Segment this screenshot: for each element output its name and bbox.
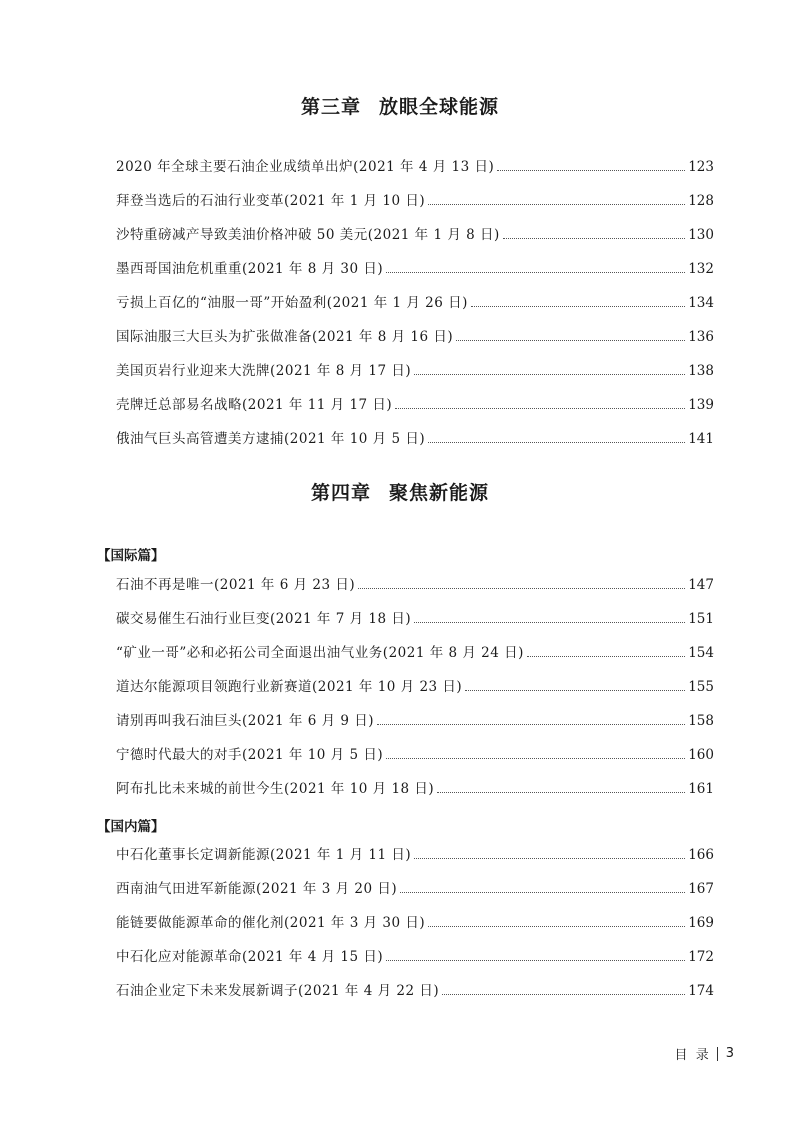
toc-entry-page: 128	[688, 193, 714, 209]
toc-entry-title: 中石化董事长定调新能源(2021 年 1 月 11 日)	[116, 847, 412, 863]
dot-leader	[386, 272, 685, 273]
section-label-domestic: 【国内篇】	[97, 819, 165, 835]
dot-leader	[437, 792, 685, 793]
toc-entry-page: 158	[688, 713, 714, 729]
page-number: 3	[725, 1046, 734, 1061]
toc-entry[interactable]	[116, 393, 714, 427]
dot-leader	[465, 690, 685, 691]
toc-entry-title: 请别再叫我石油巨头(2021 年 6 月 9 日)	[116, 713, 375, 729]
toc-entry[interactable]	[116, 777, 714, 811]
toc-entry[interactable]	[116, 709, 714, 743]
toc-entry-page: 166	[688, 847, 714, 863]
toc-entry[interactable]	[116, 291, 714, 325]
toc-entry[interactable]	[116, 607, 714, 641]
toc-entry-page: 136	[688, 329, 714, 345]
toc-entry[interactable]	[116, 325, 714, 359]
toc-entry-title: 2020 年全球主要石油企业成绩单出炉(2021 年 4 月 13 日)	[116, 159, 495, 175]
dot-leader	[503, 238, 685, 239]
toc-entry[interactable]	[116, 641, 714, 675]
toc-entry-title: 墨西哥国油危机重重(2021 年 8 月 30 日)	[116, 261, 384, 277]
chapter-4-label: 第四章	[310, 482, 371, 504]
toc-entry-title: 俄油气巨头高管遭美方逮捕(2021 年 10 月 5 日)	[116, 431, 426, 447]
toc-entry-title: 中石化应对能源革命(2021 年 4 月 15 日)	[116, 949, 384, 965]
dot-leader	[428, 204, 685, 205]
dot-leader	[377, 724, 685, 725]
toc-entry[interactable]	[116, 979, 714, 1013]
toc-entry-page: 132	[688, 261, 714, 277]
toc-entry-title: 拜登当选后的石油行业变革(2021 年 1 月 10 日)	[116, 193, 426, 209]
toc-entry-page: 161	[688, 781, 714, 797]
toc-entry-page: 169	[688, 915, 714, 931]
toc-entry[interactable]	[116, 427, 714, 461]
toc-entry[interactable]	[116, 155, 714, 189]
toc-entry[interactable]	[116, 189, 714, 223]
dot-leader	[414, 374, 685, 375]
toc-entry-title: 石油企业定下未来发展新调子(2021 年 4 月 22 日)	[116, 983, 440, 999]
toc-entry-title: 西南油气田进军新能源(2021 年 3 月 20 日)	[116, 881, 398, 897]
footer-label: 目 录	[674, 1048, 709, 1063]
toc-entry[interactable]	[116, 675, 714, 709]
toc-entry-title: 亏损上百亿的“油服一哥”开始盈利(2021 年 1 月 26 日)	[116, 295, 468, 311]
dot-leader	[428, 442, 685, 443]
chapter-3-toc	[116, 155, 714, 461]
dot-leader	[442, 994, 685, 995]
chapter-3-title	[0, 92, 800, 119]
toc-entry-title: “矿业一哥”必和必拓公司全面退出油气业务(2021 年 8 月 24 日)	[116, 645, 524, 661]
toc-entry-title: 壳牌迁总部易名战略(2021 年 11 月 17 日)	[116, 397, 393, 413]
toc-entry-title: 阿布扎比未来城的前世今生(2021 年 10 月 18 日)	[116, 781, 435, 797]
toc-entry-page: 130	[688, 227, 714, 243]
dot-leader	[395, 408, 685, 409]
toc-entry-page: 172	[688, 949, 714, 965]
dot-leader	[400, 892, 685, 893]
toc-entry-title: 石油不再是唯一(2021 年 6 月 23 日)	[116, 577, 356, 593]
chapter-4-title	[0, 478, 800, 505]
footer-divider	[717, 1047, 718, 1061]
dot-leader	[471, 306, 685, 307]
dot-leader	[527, 656, 685, 657]
toc-entry-title: 碳交易催生石油行业巨变(2021 年 7 月 18 日)	[116, 611, 412, 627]
dot-leader	[386, 758, 685, 759]
toc-entry[interactable]	[116, 911, 714, 945]
toc-entry-page: 139	[688, 397, 714, 413]
toc-entry[interactable]	[116, 223, 714, 257]
toc-entry-title: 国际油服三大巨头为扩张做准备(2021 年 8 月 16 日)	[116, 329, 454, 345]
toc-entry-title: 宁德时代最大的对手(2021 年 10 月 5 日)	[116, 747, 384, 763]
toc-entry-title: 能链要做能源革命的催化剂(2021 年 3 月 30 日)	[116, 915, 426, 931]
toc-entry[interactable]	[116, 573, 714, 607]
toc-entry[interactable]	[116, 359, 714, 393]
toc-entry-page: 160	[688, 747, 714, 763]
domestic-toc	[116, 843, 714, 1013]
toc-entry-page: 141	[688, 431, 714, 447]
toc-entry-page: 155	[688, 679, 714, 695]
dot-leader	[497, 170, 685, 171]
toc-entry[interactable]	[116, 743, 714, 777]
chapter-4-name: 聚焦新能源	[389, 482, 490, 504]
toc-entry-page: 134	[688, 295, 714, 311]
dot-leader	[358, 588, 685, 589]
toc-entry-title: 美国页岩行业迎来大洗牌(2021 年 8 月 17 日)	[116, 363, 412, 379]
toc-entry-page: 167	[688, 881, 714, 897]
toc-entry[interactable]	[116, 877, 714, 911]
dot-leader	[414, 622, 685, 623]
toc-entry[interactable]	[116, 843, 714, 877]
toc-entry-page: 154	[688, 645, 714, 661]
toc-entry-title: 沙特重磅减产导致美油价格冲破 50 美元(2021 年 1 月 8 日)	[116, 227, 500, 243]
international-toc	[116, 573, 714, 811]
toc-entry-page: 174	[688, 983, 714, 999]
page-footer	[674, 1044, 734, 1063]
section-label-international: 【国际篇】	[97, 548, 165, 564]
chapter-3-label: 第三章	[300, 96, 361, 118]
dot-leader	[414, 858, 685, 859]
chapter-3-name: 放眼全球能源	[379, 96, 500, 118]
toc-entry[interactable]	[116, 945, 714, 979]
dot-leader	[456, 340, 685, 341]
dot-leader	[428, 926, 685, 927]
toc-entry-page: 151	[688, 611, 714, 627]
toc-entry[interactable]	[116, 257, 714, 291]
toc-entry-title: 道达尔能源项目领跑行业新赛道(2021 年 10 月 23 日)	[116, 679, 463, 695]
toc-entry-page: 123	[688, 159, 714, 175]
toc-entry-page: 147	[688, 577, 714, 593]
dot-leader	[386, 960, 685, 961]
toc-entry-page: 138	[688, 363, 714, 379]
